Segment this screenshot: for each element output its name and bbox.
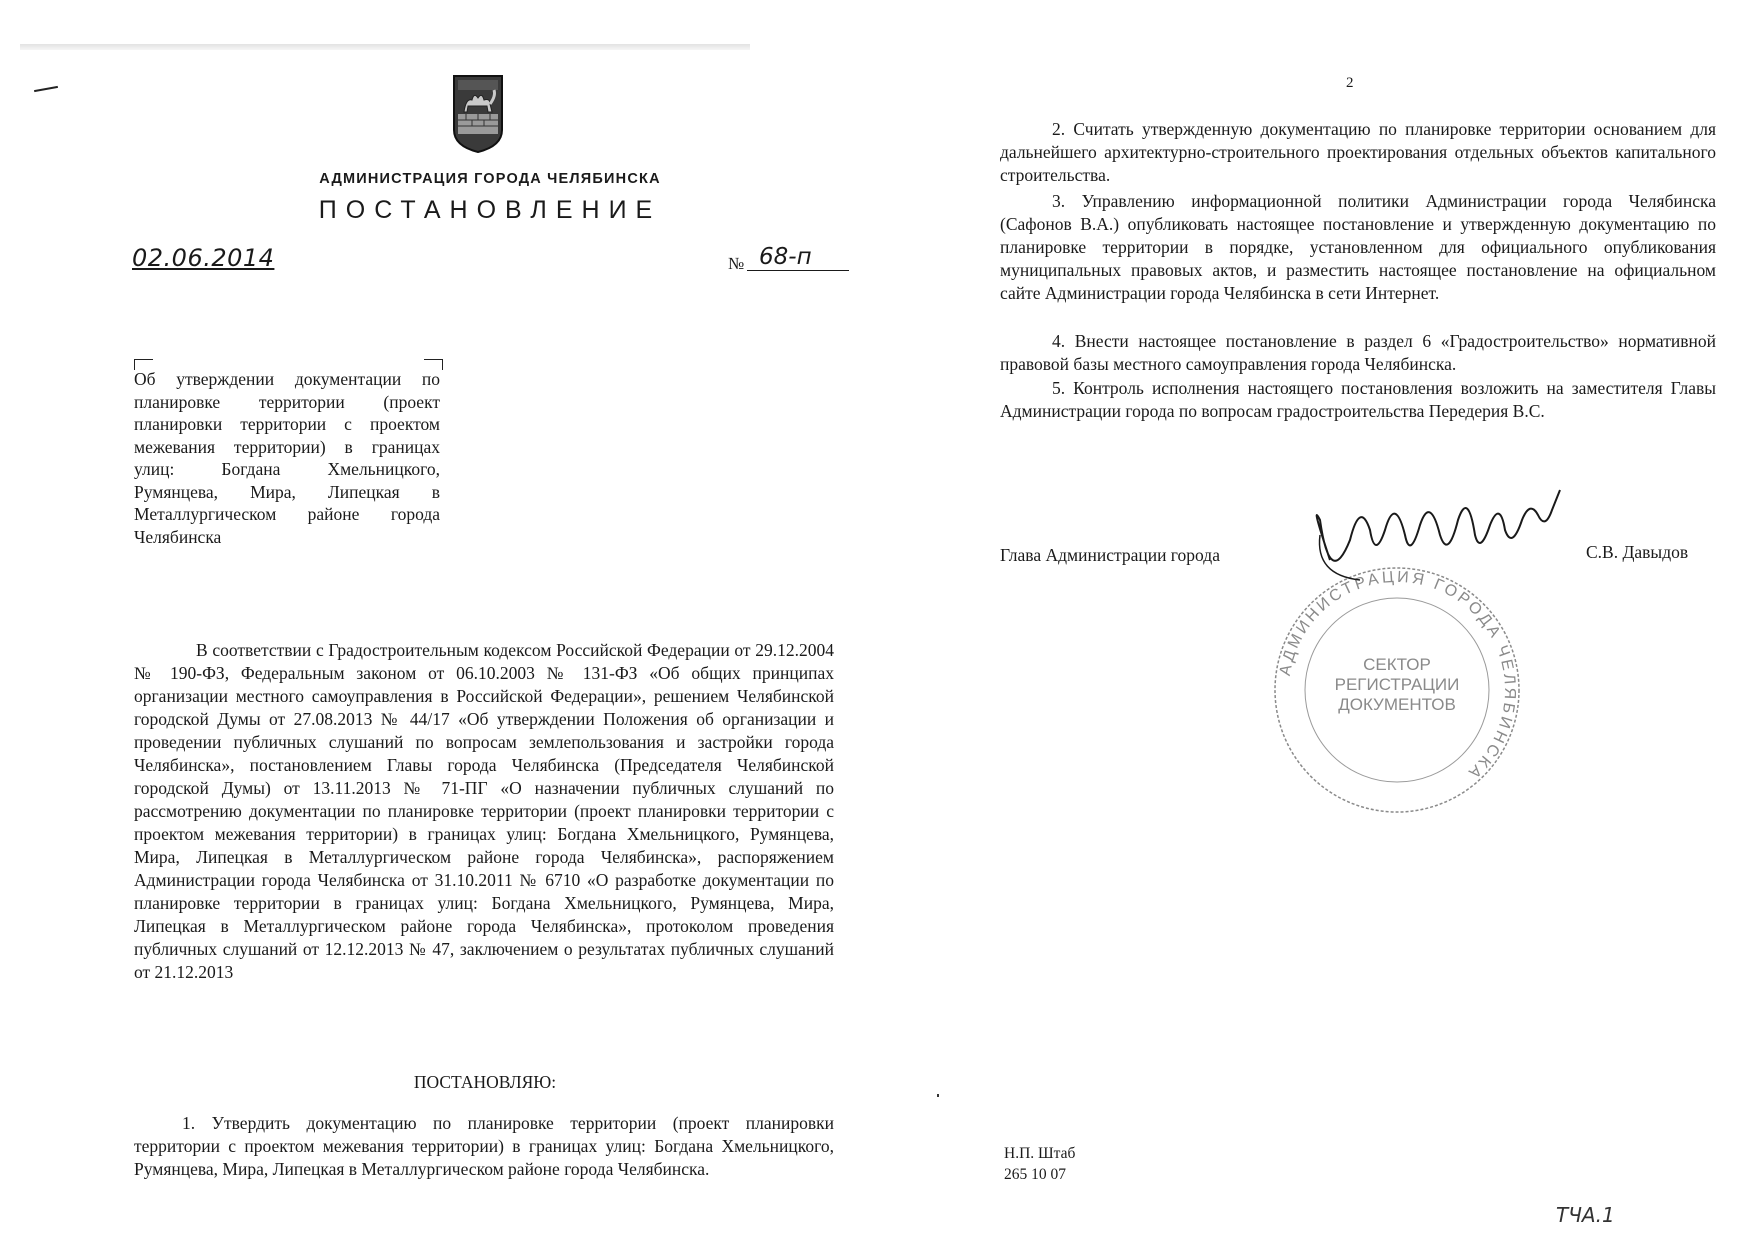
page-number: 2	[1346, 75, 1354, 91]
item-3: 3. Управлению информационной политики Администрации города Челябинска (Сафонов В.А.) опубликовать настоящее постановление и утвержденную документацию по планировке территории в порядке, установленном для официального опубликования муниципальных правовых актов, и разместить настоящее постановление на официальном сайте Администрации города Челябинска в сети Интернет.	[1000, 191, 1716, 303]
stamp-line-3: ДОКУМЕНТОВ	[1338, 695, 1456, 714]
issuer-name: АДМИНИСТРАЦИЯ ГОРОДА ЧЕЛЯБИНСКА	[319, 171, 661, 187]
handwritten-signature	[1290, 480, 1630, 590]
stamp-line-1: СЕКТОР	[1363, 655, 1431, 674]
document-number: 68-п	[747, 244, 849, 271]
item-2: 2. Считать утвержденную документацию по планировке территории основанием для дальнейшего архитектурно-строительного проектирования отдельных объектов капитального строительства.	[1000, 119, 1716, 185]
preamble-paragraph: В соответствии с Градостроительным кодексом Российской Федерации от 29.12.2004 № 190-ФЗ, Федеральным законом от 06.10.2003 № 131-ФЗ «Об общих принципах организации местного самоуправления в Российской Федерации», решением Челябинской городской Думы от 27.08.2013 № 44/17 «Об утверждении Положения об организации и проведении публичных слушаний по вопросам землепользования и застройки города Челябинска», постановлением Главы города Челябинска (Председателя Челябинской городской Думы) от 13.11.2013 № 71-ПГ «О назначении публичных слушаний по рассмотрению документации по планировке территории (проект планировки территории с проектом межевания территории) в границах улиц: Богдана Хмельницкого, Румянцева, Мира, Липецкая в Металлургическом районе города Челябинска», распоряжением Администрации города Челябинска от 31.10.2011 № 6710 «О разработке документации по планировке территории в границах улиц: Богдана Хмельницкого, Румянцева, Мира, Липецкая в Металлургическом районе города Челябинска», протоколом проведения публичных слушаний от 12.12.2013 № 47, заключением о результатах публичных слушаний от 21.12.2013	[134, 640, 834, 982]
signatory-title: Глава Администрации города	[1000, 545, 1220, 565]
executor-name: Н.П. Штаб	[1004, 1145, 1076, 1162]
handwritten-corner-note: ТЧА.1	[1556, 1203, 1615, 1227]
item-1: 1. Утвердить документацию по планировке территории (проект планировки территории с проектом межевания территории) в границах улиц: Богдана Хмельницкого, Румянцева, Мира, Липецкая в Металлургическом районе города Челябинска.	[134, 1113, 834, 1179]
number-label: №	[728, 254, 745, 273]
item-5: 5. Контроль исполнения настоящего постановления возложить на заместителя Главы Администрации города по вопросам градостроительства Передерия В.С.	[1000, 378, 1716, 421]
stamp-ring-text: АДМИНИСТРАЦИЯ ГОРОДА ЧЕЛЯБИНСКА	[1276, 568, 1519, 784]
stamp-line-2: РЕГИСТРАЦИИ	[1334, 675, 1460, 694]
document-type-title: ПОСТАНОВЛЕНИЕ	[318, 196, 662, 224]
executor-info	[1004, 1143, 1075, 1185]
document-subject: Об утверждении документации по планировке территории (проект планировки территории с проектом межевания территории) в границах улиц: Богдана Хмельницкого, Румянцева, Мира, Липецкая в Металлургическом районе города Челябинска	[134, 369, 440, 547]
signatory-name: С.В. Давыдов	[1586, 542, 1689, 562]
registration-stamp	[1262, 560, 1532, 820]
coat-of-arms-icon	[452, 74, 504, 154]
document-date: 02.06.2014	[132, 244, 275, 272]
executor-phone: 265 10 07	[1004, 1166, 1066, 1183]
resolve-heading: ПОСТАНОВЛЯЮ:	[413, 1072, 557, 1092]
item-4: 4. Внести настоящее постановление в раздел 6 «Градостроительство» нормативной правовой базы местного самоуправления города Челябинска.	[1000, 331, 1716, 374]
